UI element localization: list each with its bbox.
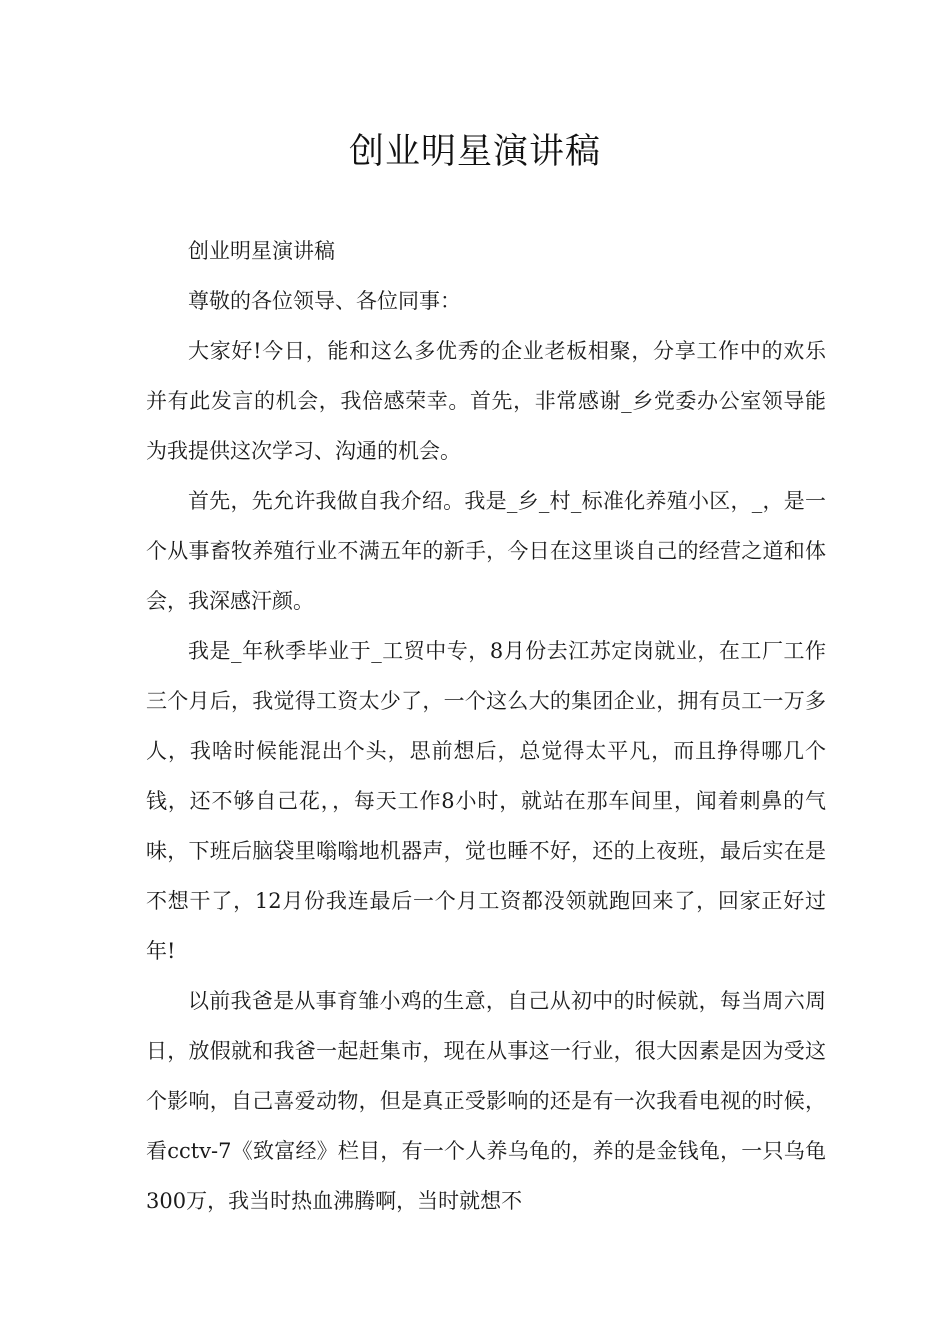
paragraph: 我是_年秋季毕业于_工贸中专，8月份去江苏定岗就业，在工厂工作三个月后，我觉得工资太少了，一个这么大的集团企业，拥有员工一万多人，我啥时候能混出个头，思前想后，总觉得太平凡，而且挣得哪几个钱，还不够自己花，，每天工作8小时，就站在那车间里，闻着刺鼻的气味，下班后脑袋里嗡嗡地机器声，觉也睡不好，还的上夜班，最后实在是不想干了，12月份我连最后一个月工资都没领就跑回来了，回家正好过年! <box>146 639 826 963</box>
paragraph: 首先，先允许我做自我介绍。我是_乡_村_标准化养殖小区，_，是一个从事畜牧养殖行业不满五年的新手，今日在这里谈自己的经营之道和体会，我深感汗颜。 <box>146 489 826 613</box>
paragraph-heading: 创业明星演讲稿 <box>188 239 335 263</box>
paragraph-salutation: 尊敬的各位领导、各位同事： <box>188 289 461 313</box>
paragraph: 大家好!今日，能和这么多优秀的企业老板相聚，分享工作中的欢乐并有此发言的机会，我倍感荣幸。首先，非常感谢_乡党委办公室领导能为我提供这次学习、沟通的机会。 <box>146 339 826 463</box>
document-title: 创业明星演讲稿 <box>348 132 601 172</box>
document-body <box>146 226 826 1226</box>
paragraph: 以前我爸是从事育雏小鸡的生意，自己从初中的时候就，每当周六周日，放假就和我爸一起赶集市，现在从事这一行业，很大因素是因为受这个影响，自己喜爱动物，但是真正受影响的还是有一次我看电视的时候，看cctv-7《致富经》栏目，有一个人养乌龟的，养的是金钱龟，一只乌龟300万，我当时热血沸腾啊，当时就想不 <box>146 989 826 1213</box>
